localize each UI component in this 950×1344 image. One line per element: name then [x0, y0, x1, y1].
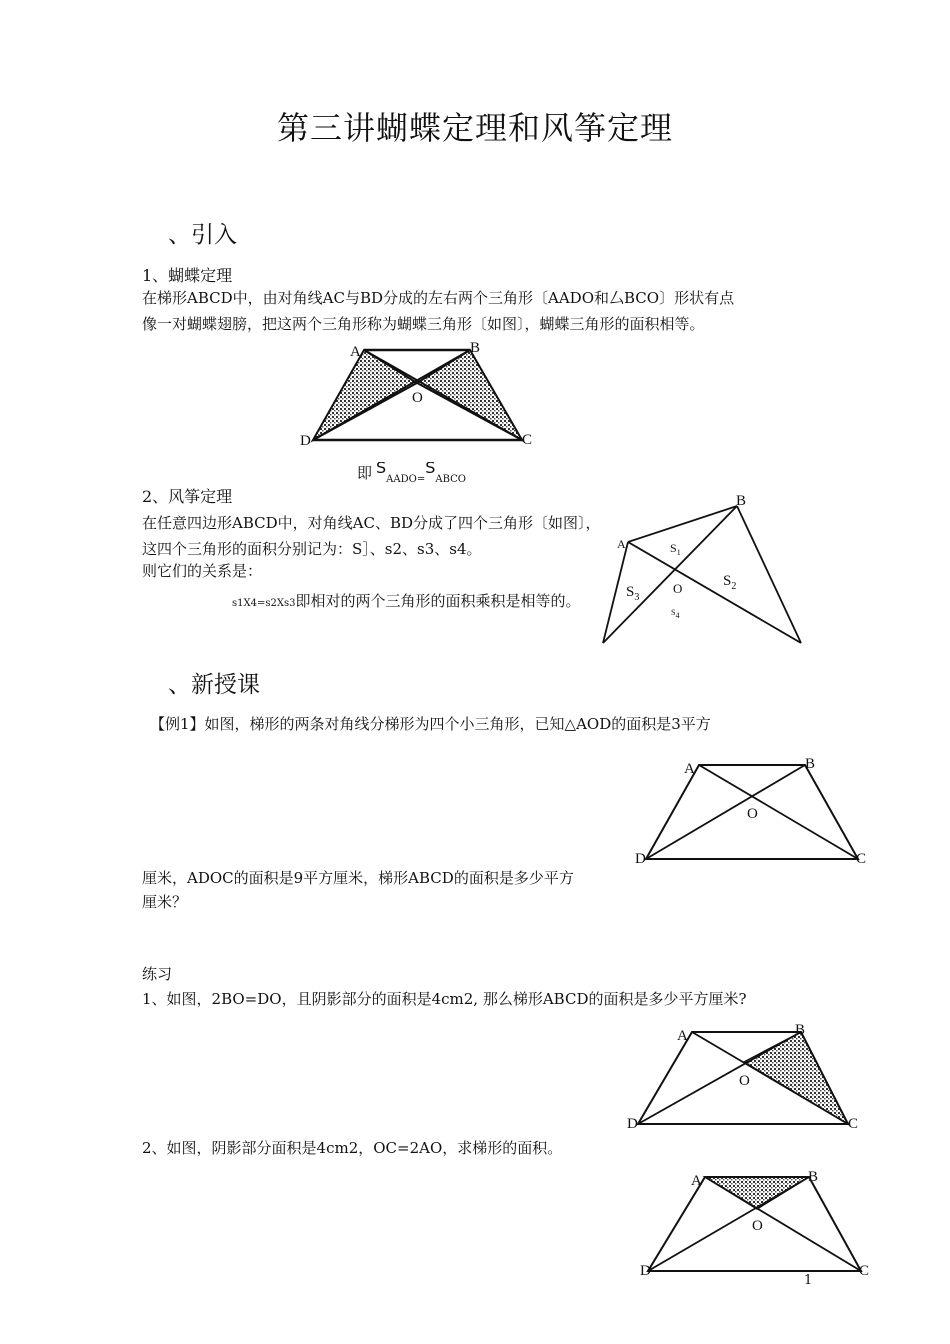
kite-formula-expr: s1X4=s2Xs3: [232, 598, 296, 609]
formula-s2: S: [425, 462, 436, 477]
label-a: A: [684, 761, 695, 777]
label-b: B: [736, 493, 747, 509]
formula-sub2: ABCO: [435, 474, 466, 485]
practice-question-1: 1、如图，2BO=DO，且阴影部分的面积是4cm2, 那么梯形ABCD的面积是多少平方厘米?: [142, 990, 747, 1008]
example1-text-line3: 厘米？: [142, 893, 188, 911]
page-title: 第三讲蝴蝶定理和风筝定理: [276, 109, 673, 147]
kite-heading: 2、风筝定理: [142, 487, 233, 506]
label-s4: S4: [671, 608, 680, 620]
label-c: C: [859, 1263, 870, 1279]
shaded-triangle-bco: [417, 350, 522, 440]
label-a: A: [350, 344, 361, 360]
butterfly-heading: 1、蝴蝶定理: [142, 266, 233, 285]
label-s2: $S_2$: [723, 573, 737, 592]
practice-heading: 练习: [142, 965, 173, 983]
shaded-triangle-boc: [744, 1032, 848, 1124]
label-c: C: [848, 1116, 859, 1132]
butterfly-text-line1: 在梯形ABCD中，由对角线AC与BD分成的左右两个三角形〔AADO和厶BCO〕形状有点: [142, 289, 735, 307]
practice-question-2: 2、如图，阴影部分面积是4cm2，OC=2AO，求梯形的面积。: [142, 1139, 563, 1157]
label-a: A: [677, 1028, 688, 1044]
label-b: B: [808, 1169, 819, 1185]
butterfly-formula: [357, 462, 466, 488]
formula-sub1: AADO=: [386, 474, 426, 485]
page-number: 1: [804, 1273, 813, 1288]
label-d: D: [627, 1116, 638, 1132]
example1-trapezoid-figure: [634, 755, 867, 867]
section-intro-heading: 、引入: [168, 222, 237, 248]
label-d: D: [640, 1263, 651, 1279]
butterfly-trapezoid-figure: [300, 340, 540, 450]
practice2-trapezoid-figure: [637, 1165, 870, 1280]
label-b: B: [470, 340, 481, 356]
kite-text-line3: 则它们的关系是：: [142, 562, 263, 580]
formula-prefix: 即: [357, 464, 373, 482]
shaded-triangle-ado: [313, 350, 417, 440]
label-d: D: [300, 433, 311, 449]
example1-text-line2: 厘米，ADOC的面积是9平方厘米，梯形ABCD的面积是多少平方: [142, 869, 574, 887]
label-b: B: [805, 756, 816, 772]
butterfly-text-line2: 像一对蝴蝶翅膀，把这两个三角形称为蝴蝶三角形〔如图〕，蝴蝶三角形的面积相等。: [142, 315, 705, 333]
label-c: C: [522, 432, 533, 448]
formula-s1: S: [376, 462, 387, 477]
label-b: B: [795, 1022, 806, 1038]
label-o: O: [673, 581, 683, 596]
kite-formula: [232, 590, 580, 611]
label-o: O: [752, 1218, 763, 1234]
practice1-trapezoid-figure: [626, 1020, 866, 1135]
label-o: O: [412, 390, 423, 406]
section-new-lesson-heading: 、新授课: [168, 672, 260, 698]
kite-text-line1: 在任意四边形ABCD中，对角线AC、BD分成了四个三角形〔如图〕，: [142, 514, 601, 532]
label-s3: $S_3$: [626, 584, 640, 603]
label-o: O: [739, 1073, 750, 1089]
example1-text-line1: 【例1】如图，梯形的两条对角线分梯形为四个小三角形，已知△AOD的面积是3平方: [150, 715, 711, 733]
label-d: D: [635, 851, 646, 867]
label-c: C: [856, 851, 867, 867]
shaded-triangle-aob: [705, 1177, 809, 1209]
kite-quadrilateral-figure: [598, 490, 808, 650]
label-a: A: [691, 1173, 702, 1189]
kite-text-line2: 这四个三角形的面积分别记为：S］、s2、s3、s4。: [142, 540, 482, 558]
label-s1: $S_1$: [670, 541, 681, 557]
kite-formula-text: 即相对的两个三角形的面积乘积是相等的。: [295, 592, 581, 610]
label-o: O: [747, 806, 758, 822]
label-a: A: [617, 537, 626, 551]
